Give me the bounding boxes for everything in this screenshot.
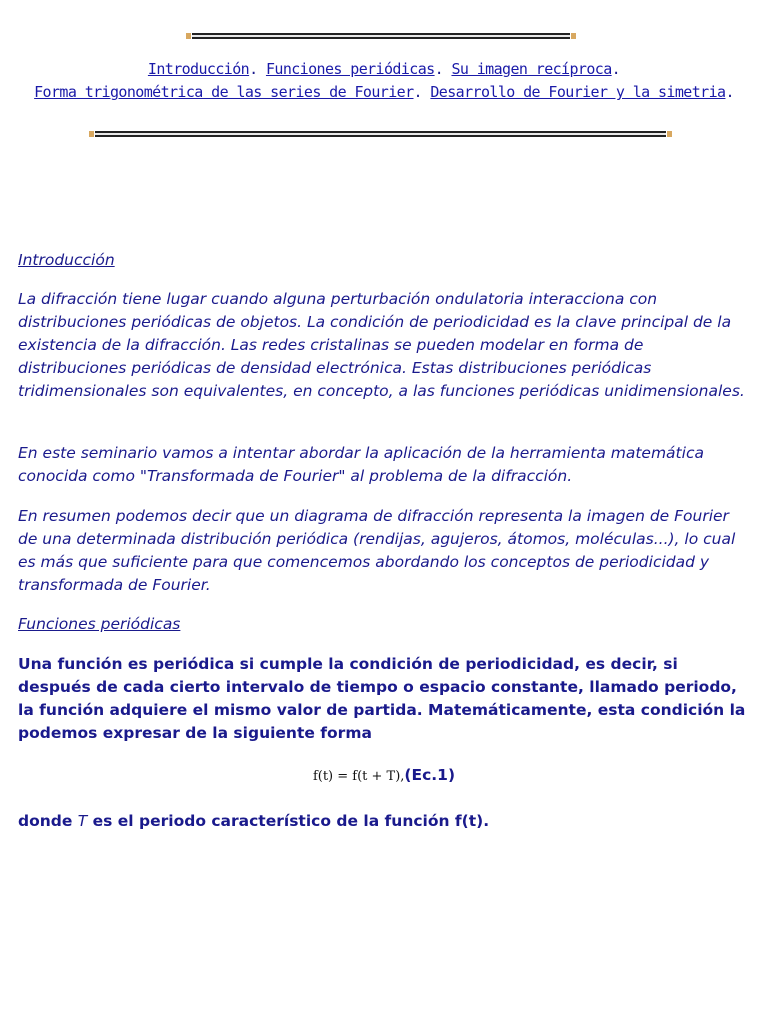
section-title-introduccion: Introducción bbox=[18, 251, 115, 269]
nav-separator: . bbox=[434, 60, 452, 78]
intro-paragraph-2: En este seminario vamos a intentar abordar la aplicación de la herramienta matemática conocida como "Transformada de Fourier" al problema de la difracción. bbox=[18, 444, 704, 485]
equation-formula: f(t) = f(t + T), bbox=[312, 769, 405, 784]
section-title-funciones-periodicas: Funciones periódicas bbox=[18, 615, 181, 633]
text-fragment: es el periodo característico de la función f(t). bbox=[87, 812, 490, 830]
bottom-divider bbox=[89, 131, 672, 137]
nav-separator: . bbox=[725, 83, 734, 101]
nav-separator: . bbox=[249, 60, 266, 78]
equation-1 bbox=[0, 765, 768, 784]
intro-paragraph-3: En resumen podemos decir que un diagrama de difracción representa la imagen de Fourier de una determinada distribución periódica (rendijas, agujeros, átomos, moléculas...), lo cual es más que suficiente para que comencemos abordando los conceptos de periodicidad y transformada de Fourier. bbox=[18, 507, 736, 594]
nav-separator: . bbox=[413, 83, 431, 101]
nav-link-introduccion[interactable]: Introducción bbox=[147, 60, 250, 78]
nav-links-row-1 bbox=[0, 60, 768, 78]
functions-paragraph-1: Una función es periódica si cumple la condición de periodicidad, es decir, si después de cada cierto intervalo de tiempo o espacio constante, llamado periodo, la función adquiere el mismo valor de partida. Matemáticamente, esta condición la podemos expresar de la siguiente forma bbox=[18, 655, 746, 742]
nav-link-imagen-reciproca[interactable]: Su imagen recíproca bbox=[451, 60, 612, 78]
nav-link-desarrollo-simetria[interactable]: Desarrollo de Fourier y la simetria bbox=[430, 83, 726, 101]
top-divider bbox=[186, 33, 576, 39]
nav-link-forma-trigonometrica[interactable]: Forma trigonométrica de las series de Fourier bbox=[34, 83, 414, 101]
nav-separator: . bbox=[611, 60, 621, 78]
nav-link-funciones-periodicas[interactable]: Funciones periódicas bbox=[265, 60, 435, 78]
text-fragment: donde bbox=[18, 812, 78, 830]
intro-paragraph-1: La difracción tiene lugar cuando alguna perturbación ondulatoria interacciona con distribuciones periódicas de objetos. La condición de periodicidad es la clave principal de la existencia de la difracción. Las redes cristalinas se pueden modelar en forma de distribuciones periódicas de densidad electrónica. Estas distribuciones periódicas tridimensionales son equivalentes, en concepto, a las funciones periódicas unidimensionales. bbox=[18, 290, 745, 400]
nav-links-row-2 bbox=[0, 83, 768, 101]
equation-label: (Ec.1) bbox=[404, 766, 456, 784]
period-variable: T bbox=[77, 812, 88, 830]
functions-paragraph-2 bbox=[18, 810, 753, 833]
